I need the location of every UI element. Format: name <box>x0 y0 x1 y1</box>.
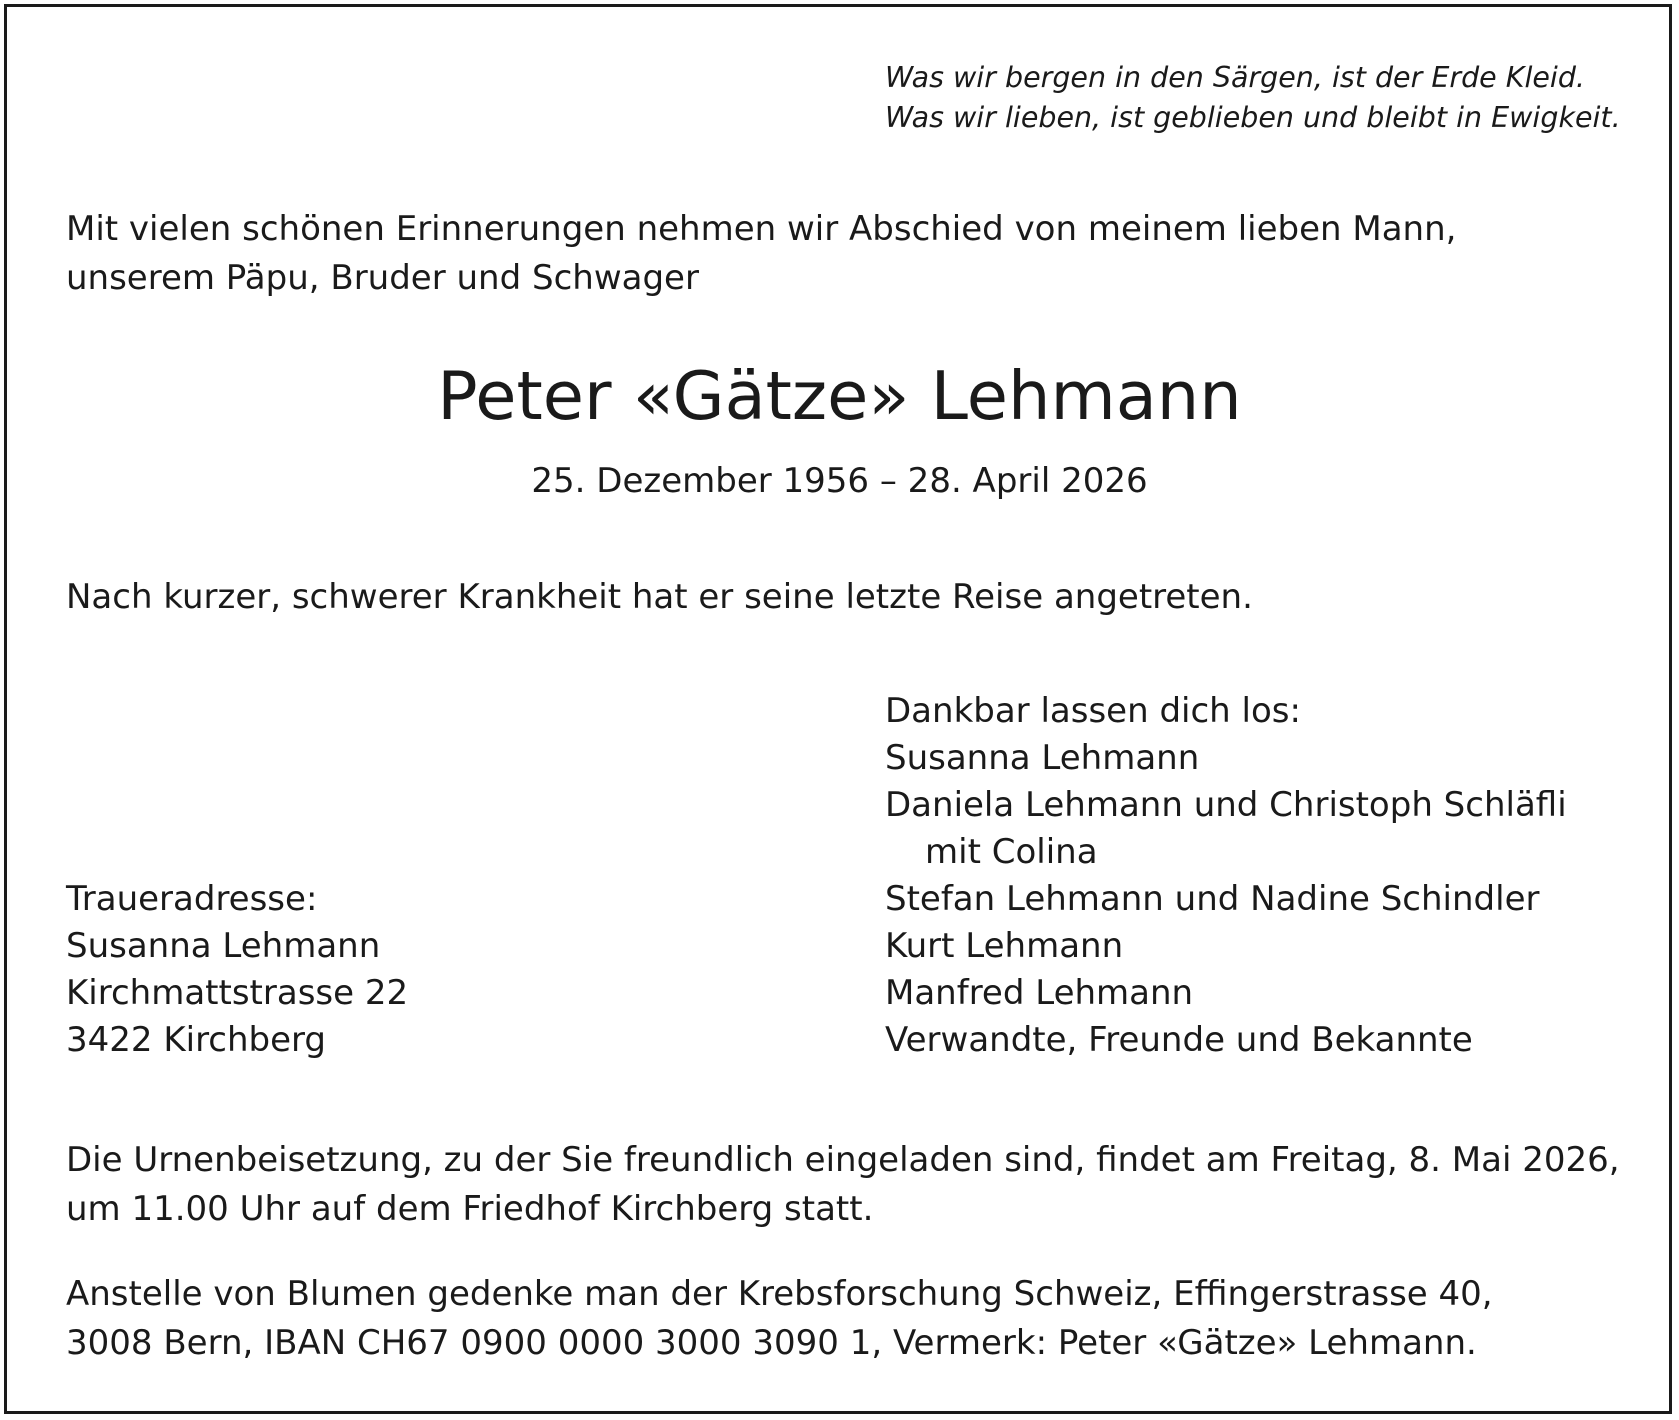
burial-info <box>66 1136 1620 1234</box>
deceased-name: Peter «Gätze» Lehmann <box>437 357 1242 435</box>
mourning-address <box>66 876 408 1064</box>
donation-line-1: Anstelle von Blumen gedenke man der Krebsforschung Schweiz, Effingerstrasse 40, <box>66 1274 1493 1314</box>
donation-info <box>66 1270 1493 1368</box>
mourner-name: Susanna Lehmann <box>885 738 1200 778</box>
mourner-name: Daniela Lehmann und Christoph Schläfli <box>885 785 1567 825</box>
burial-line-1: Die Urnenbeisetzung, zu der Sie freundlich eingeladen sind, findet am Freitag, 8. Mai 2026, <box>66 1140 1620 1180</box>
address-heading: Traueradresse: <box>66 879 318 919</box>
life-dates: 25. Dezember 1956 – 28. April 2026 <box>531 461 1148 501</box>
burial-line-2: um 11.00 Uhr auf dem Friedhof Kirchberg statt. <box>66 1189 874 1229</box>
motto-line-1: Was wir bergen in den Särgen, ist der Erde Kleid. <box>885 61 1585 94</box>
journey-text: Nach kurzer, schwerer Krankheit hat er seine letzte Reise angetreten. <box>66 577 1253 617</box>
mourner-name: Stefan Lehmann und Nadine Schindler <box>885 879 1540 919</box>
address-line: 3422 Kirchberg <box>66 1020 327 1060</box>
mourner-name: mit Colina <box>925 832 1098 872</box>
address-line: Kirchmattstrasse 22 <box>66 973 409 1013</box>
address-line: Susanna Lehmann <box>66 926 381 966</box>
donation-line-2: 3008 Bern, IBAN CH67 0900 0000 3000 3090 1, Vermerk: Peter «Gätze» Lehmann. <box>66 1323 1477 1363</box>
motto-line-2: Was wir lieben, ist geblieben und bleibt in Ewigkeit. <box>885 101 1621 134</box>
intro-line-2: unserem Päpu, Bruder und Schwager <box>66 258 699 298</box>
motto-quote <box>885 58 1621 138</box>
mourner-name: Manfred Lehmann <box>885 973 1194 1013</box>
mourners-list <box>885 688 1567 1064</box>
mourner-name: Verwandte, Freunde und Bekannte <box>885 1020 1473 1060</box>
intro-line-1: Mit vielen schönen Erinnerungen nehmen wir Abschied von meinem lieben Mann, <box>66 209 1457 249</box>
mourners-heading: Dankbar lassen dich los: <box>885 691 1301 731</box>
mourner-name: Kurt Lehmann <box>885 926 1124 966</box>
intro-text <box>66 205 1456 303</box>
